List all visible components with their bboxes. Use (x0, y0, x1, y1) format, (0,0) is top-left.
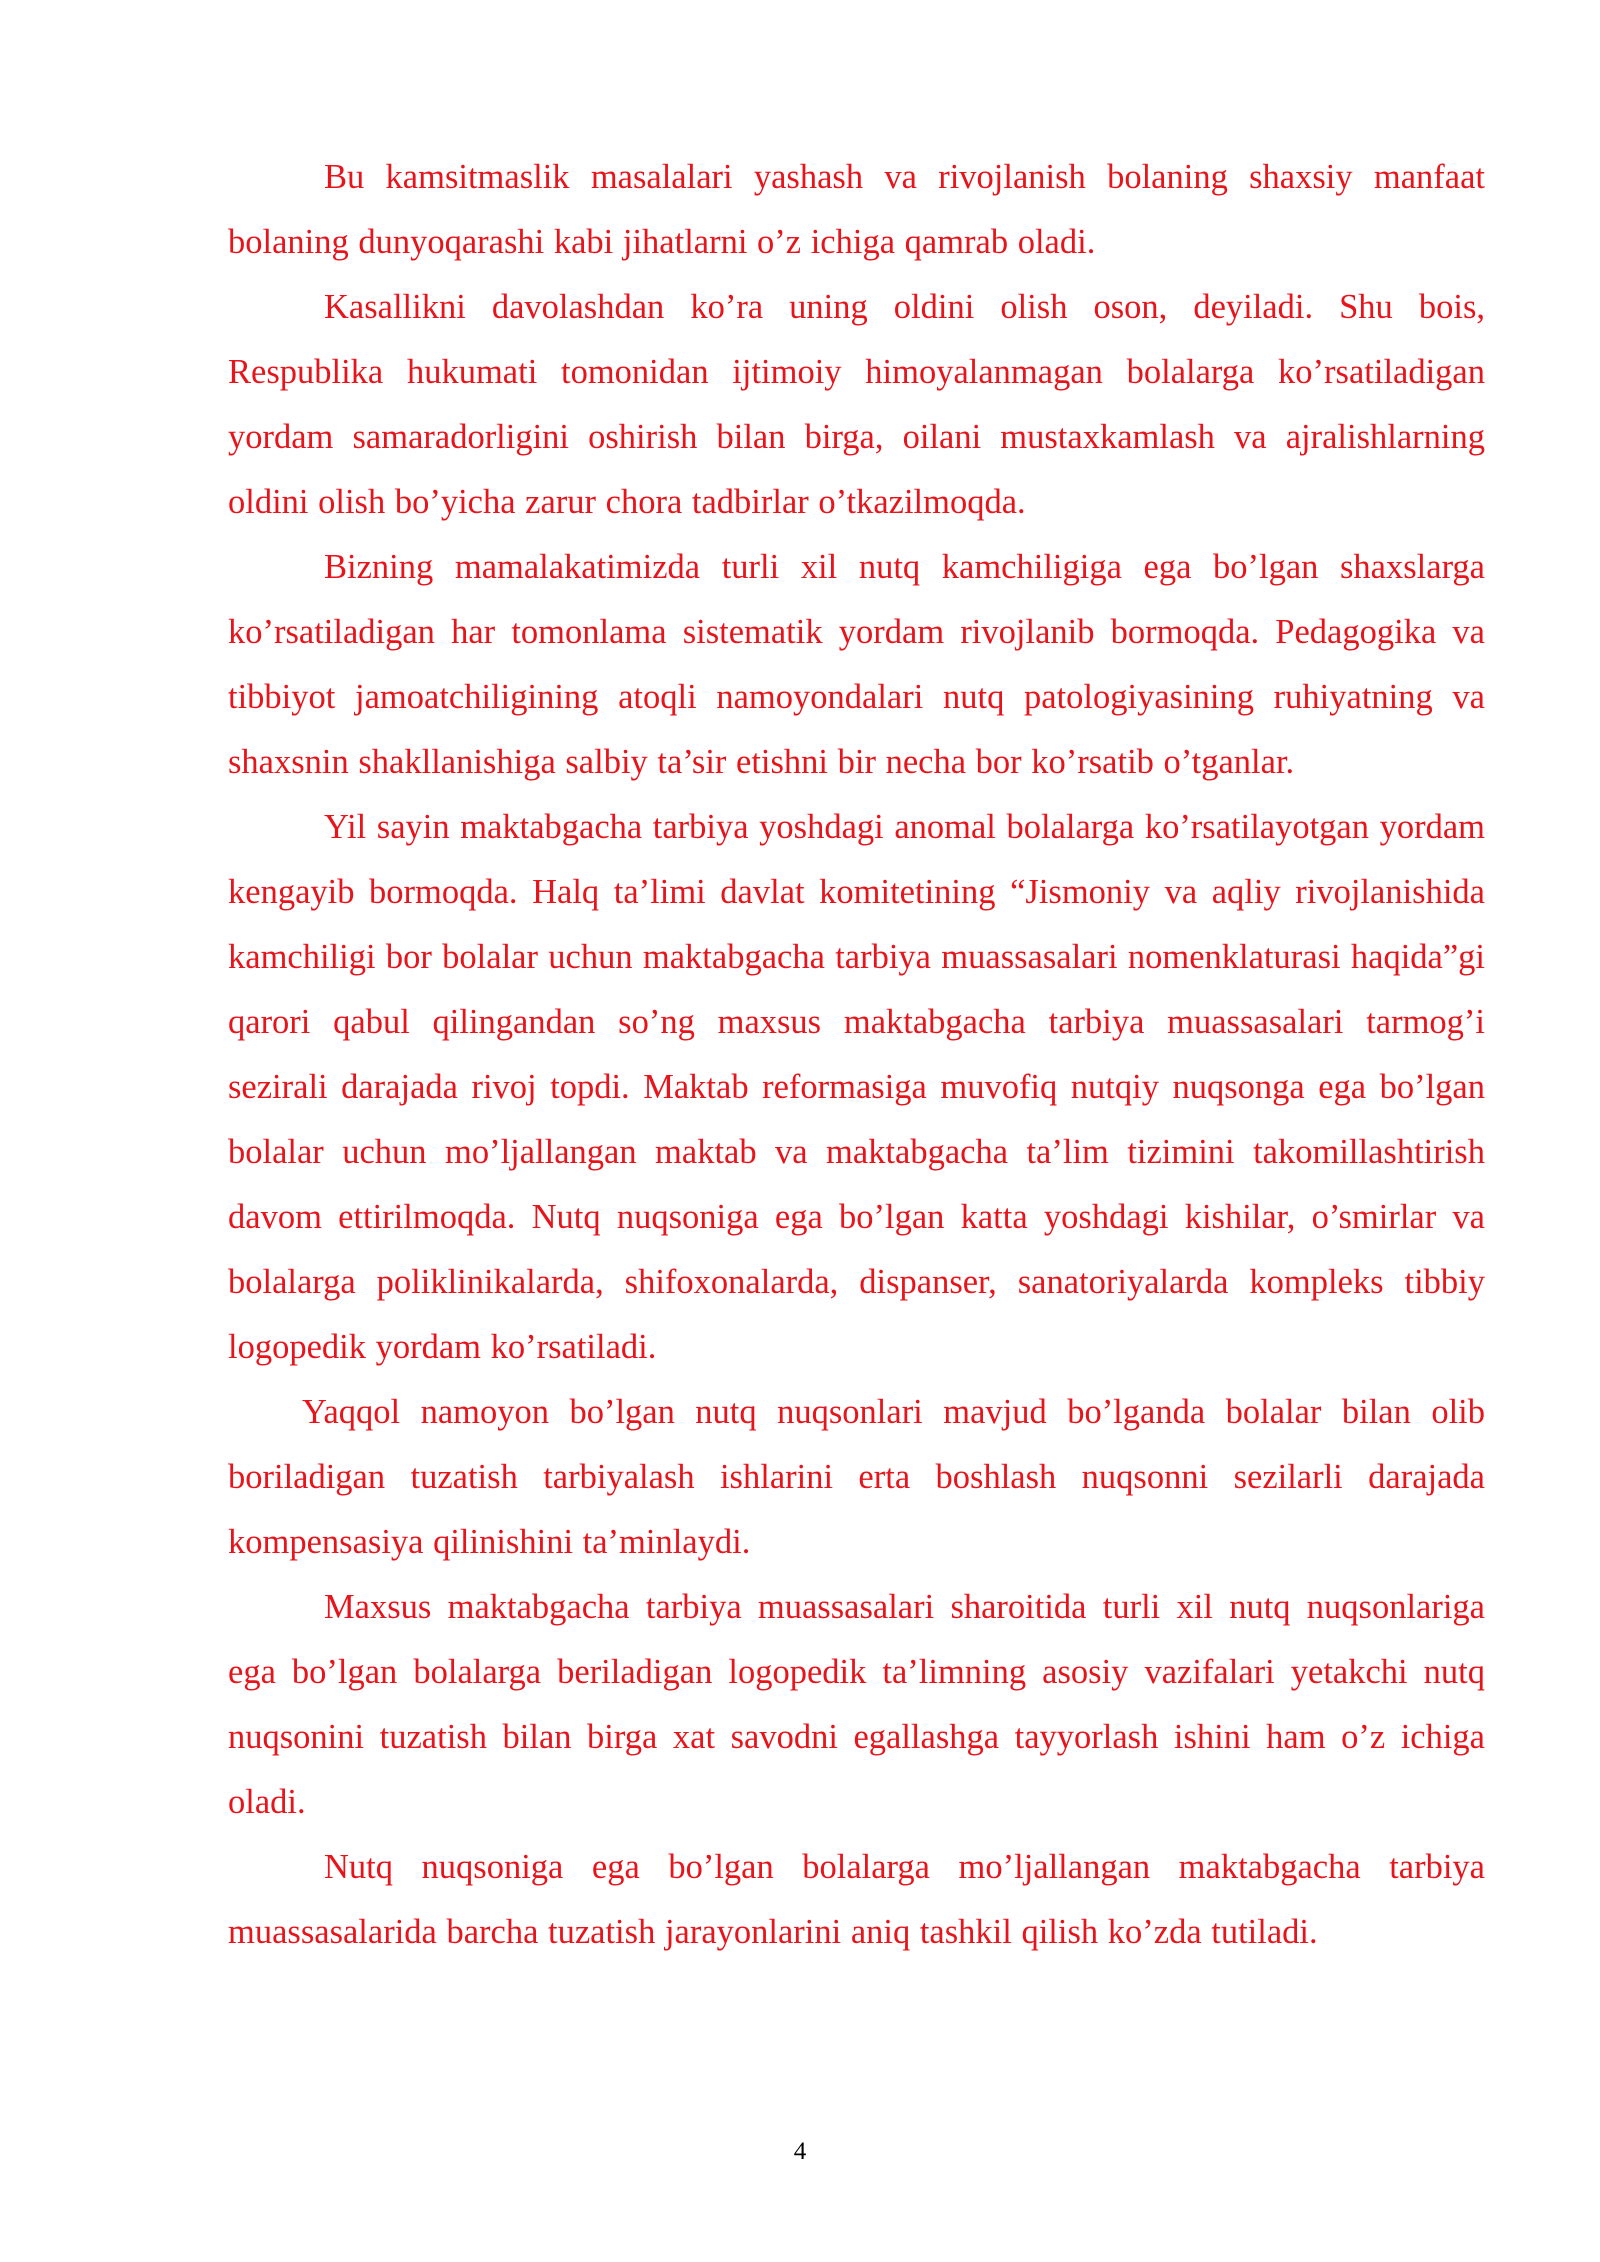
document-page (228, 145, 1485, 1965)
paragraph-4: Yil sayin maktabgacha tarbiya yoshdagi anomal bolalarga ko’rsatilayotgan yordam kengayib bormoqda. Halq ta’limi davlat komitetining “Jismoniy va aqliy rivojlanishida kamchiligi bor bolalar uchun maktabgacha tarbiya muassasalari nomenklaturasi haqida”gi qarori qabul qilingandan so’ng maxsus maktabgacha tarbiya muassasalari tarmog’i sezirali darajada rivoj topdi. Maktab reformasiga muvofiq nutqiy nuqsonga ega bo’lgan bolalar uchun mo’ljallangan maktab va maktabgacha ta’lim tizimini takomillashtirish davom ettirilmoqda. Nutq nuqsoniga ega bo’lgan katta yoshdagi kishilar, o’smirlar va bolalarga poliklinikalarda, shifoxonalarda, dispanser, sanatoriyalarda kompleks tibbiy logopedik yordam ko’rsatiladi. (228, 808, 1485, 1366)
page-number: 4 (793, 2138, 807, 2165)
paragraph-1: Bu kamsitmaslik masalalari yashash va rivojlanish bolaning shaxsiy manfaat bolaning dunyoqarashi kabi jihatlarni o’z ichiga qamrab oladi. (228, 158, 1485, 261)
paragraph-5: Yaqqol namoyon bo’lgan nutq nuqsonlari mavjud bo’lganda bolalar bilan olib boriladigan tuzatish tarbiyalash ishlarini erta boshlash nuqsonni sezilarli darajada kompensasiya qilinishini ta’minlaydi. (228, 1393, 1485, 1561)
paragraph-3: Bizning mamalakatimizda turli xil nutq kamchiligiga ega bo’lgan shaxslarga ko’rsatiladigan har tomonlama sistematik yordam rivojlanib bormoqda. Pedagogika va tibbiyot jamoatchiligining atoqli namoyondalari nutq patologiyasining ruhiyatning va shaxsnin shakllanishiga salbiy ta’sir etishni bir necha bor ko’rsatib o’tganlar. (228, 548, 1485, 781)
paragraph-6: Maxsus maktabgacha tarbiya muassasalari sharoitida turli xil nutq nuqsonlariga ega bo’lgan bolalarga beriladigan logopedik ta’limning asosiy vazifalari yetakchi nutq nuqsonini tuzatish bilan birga xat savodni egallashga tayyorlash ishini ham o’z ichiga oladi. (228, 1588, 1485, 1821)
paragraph-2: Kasallikni davolashdan ko’ra uning oldini olish oson, deyiladi. Shu bois, Respublika hukumati tomonidan ijtimoiy himoyalanmagan bolalarga ko’rsatiladigan yordam samaradorligini oshirish bilan birga, oilani mustaxkamlash va ajralishlarning oldini olish bo’yicha zarur chora tadbirlar o’tkazilmoqda. (228, 288, 1485, 521)
paragraph-7: Nutq nuqsoniga ega bo’lgan bolalarga mo’ljallangan maktabgacha tarbiya muassasalarida barcha tuzatish jarayonlarini aniq tashkil qilish ko’zda tutiladi. (228, 1848, 1485, 1951)
